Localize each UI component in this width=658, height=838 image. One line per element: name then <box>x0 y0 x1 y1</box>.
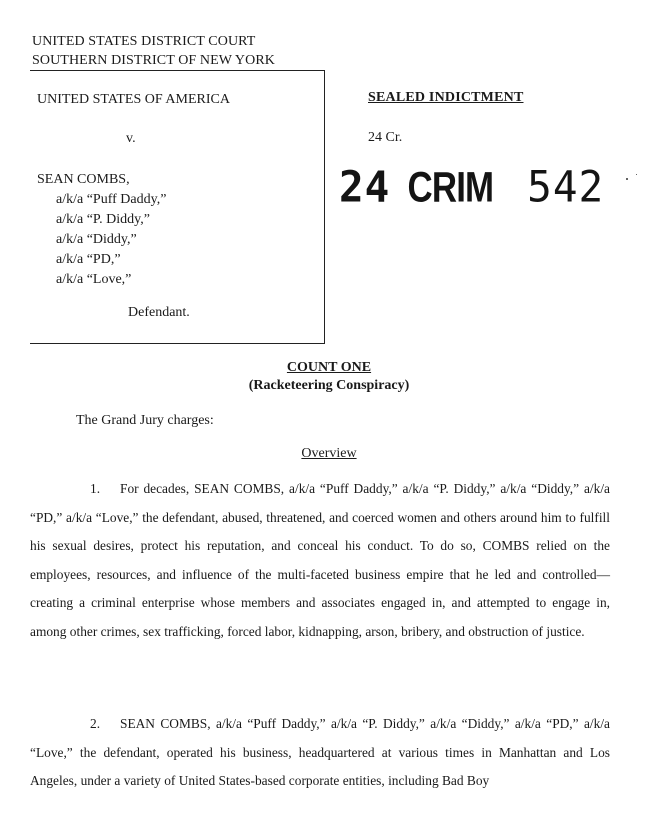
stamp-number: 542 <box>527 161 605 213</box>
paragraph-text: SEAN COMBS, a/k/a “Puff Daddy,” a/k/a “P. Diddy,” a/k/a “Diddy,” a/k/a “PD,” a/k/a “Love,” the defendant, operated his business, headquartered at various times in Manhattan and Los Angeles, under a variety of United States-based corporate entities, including Bad Boy <box>30 716 610 788</box>
charges-intro: The Grand Jury charges: <box>76 413 214 428</box>
versus-label: v. <box>126 131 136 146</box>
paragraph <box>30 475 610 646</box>
document-title: SEALED INDICTMENT <box>368 90 524 105</box>
alias-item: a/k/a “Puff Daddy,” <box>56 192 167 207</box>
court-district: SOUTHERN DISTRICT OF NEW YORK <box>32 53 275 68</box>
scan-speck <box>626 178 628 180</box>
paragraph-text: For decades, SEAN COMBS, a/k/a “Puff Daddy,” a/k/a “P. Diddy,” a/k/a “Diddy,” a/k/a “PD,” a/k/a “Love,” the defendant, abused, threatened, and coerced women and others around him to fulfill his sexual desires, protect his reputation, and conceal his conduct. To do so, COMBS relied on the employees, resources, and influence of the multi-faceted business empire that he led and controlled—creating a criminal enterprise whose members and associates engaged in, and attempted to engage in, among other crimes, sex trafficking, forced labor, kidnapping, arson, bribery, and obstruction of justice. <box>30 481 610 639</box>
count-subtitle: (Racketeering Conspiracy) <box>248 378 410 393</box>
paragraph-number: 1. <box>90 481 101 496</box>
court-header <box>32 32 275 70</box>
paragraph <box>30 710 610 796</box>
paragraph-number: 2. <box>90 716 101 731</box>
alias-item: a/k/a “PD,” <box>56 252 121 267</box>
stamp-word: CRIM <box>407 162 494 212</box>
court-name: UNITED STATES DISTRICT COURT <box>32 34 256 49</box>
count-title: COUNT ONE <box>286 360 372 375</box>
plaintiff-name: UNITED STATES OF AMERICA <box>37 92 230 107</box>
defendant-name: SEAN COMBS, <box>37 172 130 187</box>
case-number-label: 24 Cr. <box>368 130 403 145</box>
stamp-year: 24 <box>339 161 391 213</box>
scan-speck <box>636 174 637 175</box>
defendant-role: Defendant. <box>128 305 190 320</box>
alias-item: a/k/a “Love,” <box>56 272 132 287</box>
alias-item: a/k/a “Diddy,” <box>56 232 137 247</box>
section-heading: Overview <box>301 446 357 461</box>
alias-item: a/k/a “P. Diddy,” <box>56 212 150 227</box>
case-number-stamp <box>339 162 604 212</box>
